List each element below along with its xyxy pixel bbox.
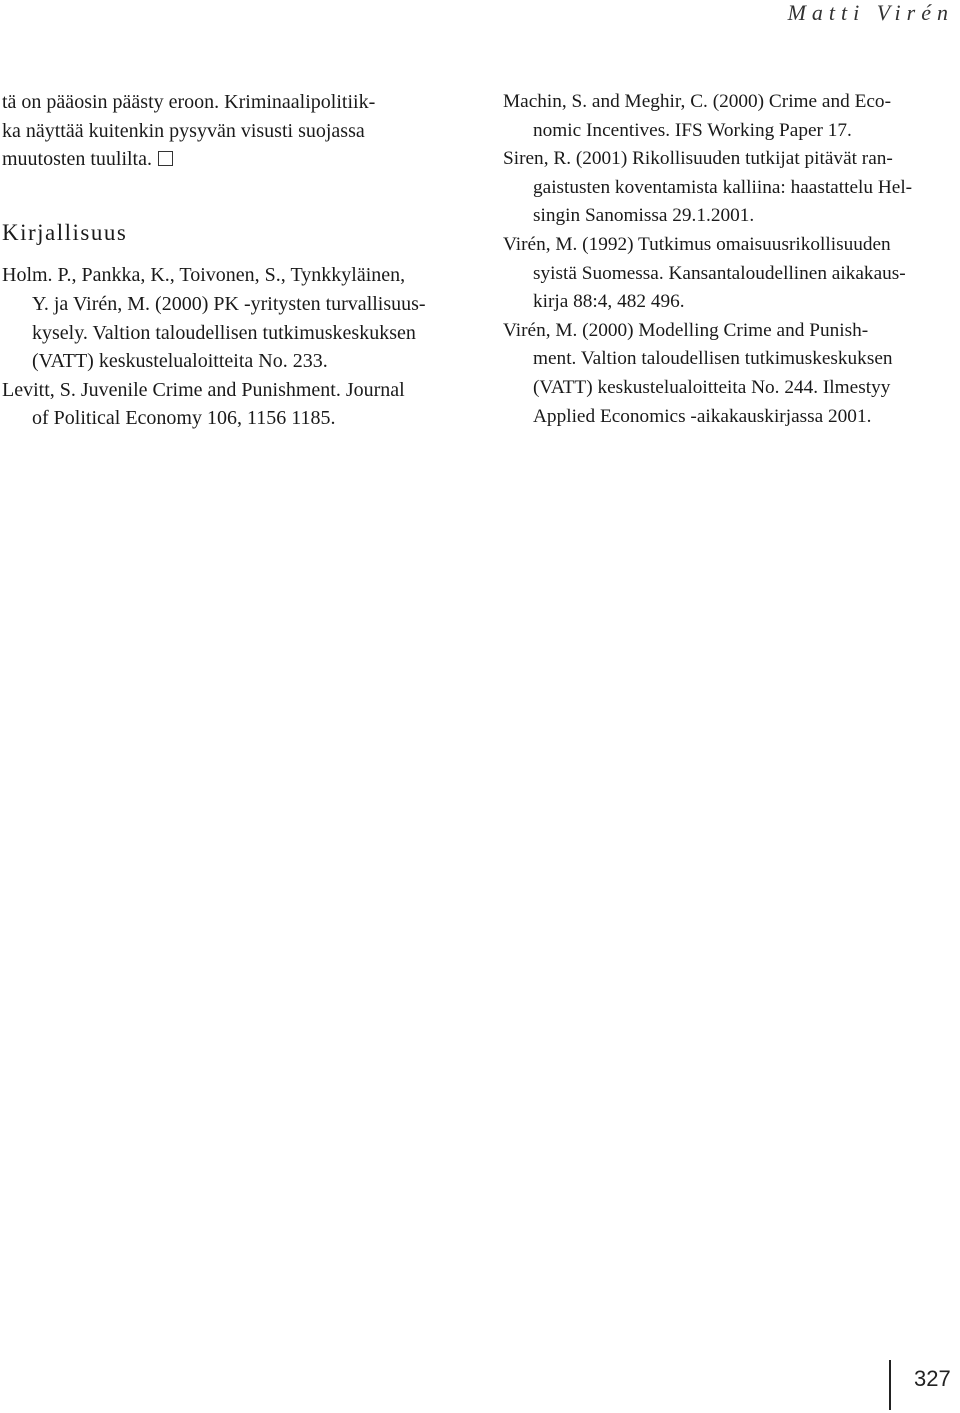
page-number-rule (889, 1360, 891, 1410)
reference-line: kirja 88:4, 482 496. (533, 291, 685, 313)
reference-line: gaistusten koventamista kalliina: haastattelu Hel- (533, 176, 913, 198)
reference-line: Siren, R. (2001) Rikollisuuden tutkijat pitävät ran- (503, 148, 893, 170)
page-number: 327 (914, 1366, 951, 1391)
closing-paragraph (2, 88, 462, 174)
left-column (2, 88, 462, 433)
bibliography-heading: Kirjallisuus (2, 219, 128, 245)
reference-line: Applied Economics -aikakauskirjassa 2001. (533, 405, 872, 427)
running-head: Matti Virén (787, 0, 954, 25)
reference-line: nomic Incentives. IFS Working Paper 17. (533, 119, 852, 141)
reference-line: (VATT) keskustelualoitteita No. 233. (32, 350, 328, 373)
reference-line: Virén, M. (1992) Tutkimus omaisuusrikollisuuden (503, 233, 891, 255)
reference-line: singin Sanomissa 29.1.2001. (533, 205, 755, 227)
paragraph-line: tä on pääosin päästy eroon. Kriminaalipolitiik- (2, 91, 376, 113)
reference-line: kysely. Valtion taloudellisen tutkimuskeskuksen (32, 321, 416, 344)
reference-viren-1992 (503, 231, 959, 317)
reference-line: ment. Valtion taloudellisen tutkimuskeskuksen (533, 348, 893, 370)
paragraph-line: ka näyttää kuitenkin pysyvän visusti suojassa (2, 119, 365, 142)
reference-line: Virén, M. (2000) Modelling Crime and Punish- (503, 319, 869, 341)
reference-line: Holm. P., Pankka, K., Toivonen, S., Tynkkyläinen, (2, 264, 406, 287)
right-column (503, 88, 959, 431)
reference-siren (503, 145, 959, 231)
reference-line: syistä Suomessa. Kansantaloudellinen aikakaus- (533, 262, 906, 284)
reference-line: Y. ja Virén, M. (2000) PK -yritysten turvallisuus- (32, 292, 426, 315)
reference-line: Machin, S. and Meghir, C. (2000) Crime and Eco- (503, 91, 891, 112)
reference-machin (503, 88, 959, 145)
end-of-article-square-icon (158, 151, 173, 166)
reference-viren-2000 (503, 317, 959, 431)
reference-holm (2, 261, 462, 375)
reference-line: (VATT) keskustelualoitteita No. 244. Ilmestyy (533, 376, 891, 398)
reference-line: of Political Economy 106, 1156 1185. (32, 407, 336, 430)
paragraph-line: muutosten tuulilta. (2, 145, 462, 174)
reference-levitt (2, 376, 462, 433)
reference-line: Levitt, S. Juvenile Crime and Punishment. Journal (2, 378, 405, 401)
